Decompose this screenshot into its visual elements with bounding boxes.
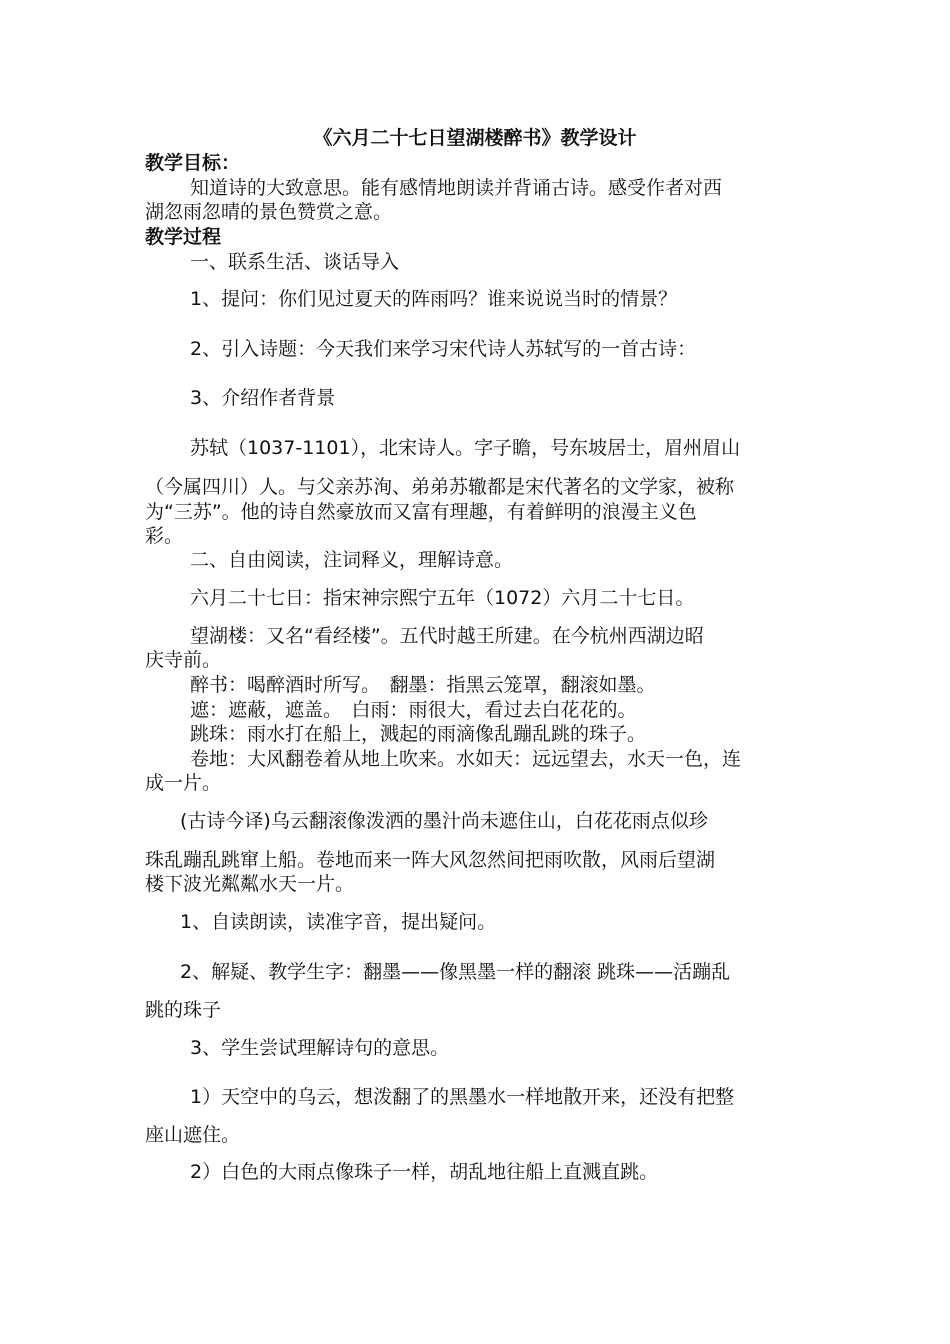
bio-line: 为“三苏”。他的诗自然豪放而又富有理趣，有着鲜明的浪漫主义色 <box>145 501 697 523</box>
section-heading: 一、联系生活、谈话导入 <box>190 251 400 273</box>
bio-line: （今属四川）人。与父亲苏洵、弟弟苏辙都是宋代著名的文学家，被称 <box>145 476 735 498</box>
note-line: 望湖楼：又名“看经楼”。五代时越王所建。在今杭州西湖边昭 <box>190 625 704 647</box>
translation-line: 珠乱蹦乱跳窜上船。卷地而来一阵大风忽然间把雨吹散，风雨后望湖 <box>145 849 716 871</box>
list-item: 1、自读朗读，读准字音，提出疑问。 <box>180 911 497 933</box>
translation-line: (古诗今译)乌云翻滚像泼洒的墨汁尚未遮住山，白花花雨点似珍 <box>180 810 708 832</box>
bio-line: 苏轼（1037-1101），北宋诗人。字子瞻，号东坡居士，眉州眉山 <box>190 437 741 459</box>
note-line: 六月二十七日：指宋神宗熙宁五年（1072）六月二十七日。 <box>190 587 695 609</box>
note-line: 庆寺前。 <box>145 649 222 671</box>
note-line: 成一片。 <box>145 772 222 794</box>
bio-line: 彩。 <box>145 525 184 547</box>
translation-line: 楼下波光粼粼水天一片。 <box>145 873 355 895</box>
meaning-line: 2）白色的大雨点像珠子一样，胡乱地往船上直溅直跳。 <box>190 1161 659 1183</box>
goal-text-line: 知道诗的大致意思。能有感情地朗读并背诵古诗。感受作者对西 <box>190 177 723 199</box>
meaning-line: 1）天空中的乌云，想泼翻了的黑墨水一样地散开来，还没有把整 <box>190 1086 735 1108</box>
list-item: 跳的珠子 <box>145 999 222 1021</box>
note-line: 醉书：喝醉酒时所写。 翻墨：指黑云笼罩，翻滚如墨。 <box>190 674 656 696</box>
list-item: 1、提问：你们见过夏天的阵雨吗？谁来说说当时的情景？ <box>190 288 678 310</box>
list-item: 2、解疑、教学生字：翻墨——像黑墨一样的翻滚 跳珠——活蹦乱 <box>180 961 731 983</box>
note-line: 遮：遮蔽，遮盖。 白雨：雨很大，看过去白花花的。 <box>190 699 637 721</box>
note-line: 卷地：大风翻卷着从地上吹来。水如天：远远望去，水天一色，连 <box>190 748 742 770</box>
document-title: 《六月二十七日望湖楼醉书》教学设计 <box>313 127 637 149</box>
meaning-line: 座山遮住。 <box>145 1124 241 1146</box>
process-heading: 教学过程 <box>145 226 222 248</box>
list-item: 2、引入诗题：今天我们来学习宋代诗人苏轼写的一首古诗： <box>190 338 697 360</box>
section-heading: 二、自由阅读，注词释义，理解诗意。 <box>190 549 514 571</box>
goal-heading: 教学目标： <box>145 152 241 174</box>
note-line: 跳珠：雨水打在船上，溅起的雨滴像乱蹦乱跳的珠子。 <box>190 723 647 745</box>
list-item: 3、学生尝试理解诗句的意思。 <box>190 1037 450 1059</box>
goal-text-line: 湖忽雨忽晴的景色赞赏之意。 <box>145 201 393 223</box>
list-item: 3、介绍作者背景 <box>190 387 336 409</box>
